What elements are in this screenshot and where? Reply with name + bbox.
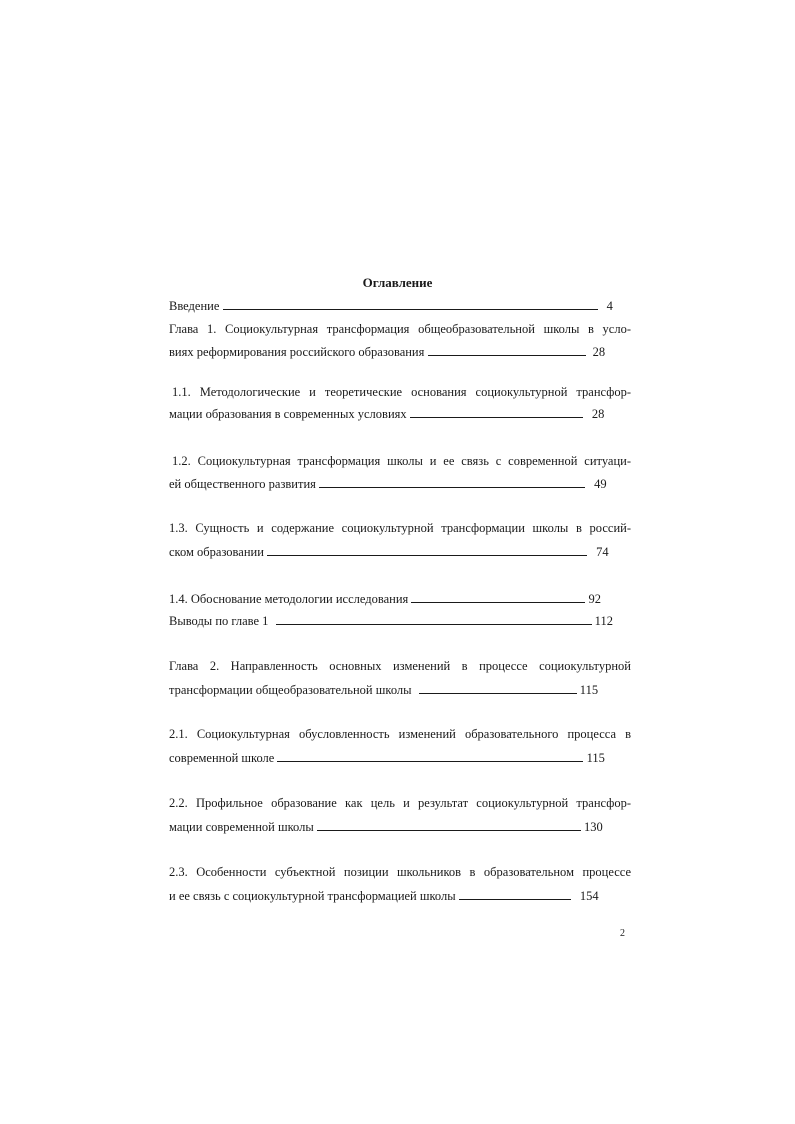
toc-entry-1-1-line1: 1.1. Методологические и теоретические основания социокультурной трансфор- bbox=[172, 385, 631, 399]
entry-page: 92 bbox=[588, 592, 602, 606]
entry-text: 1.4. Обоснование методологии исследования bbox=[169, 592, 409, 606]
toc-entry-ch1-line2 bbox=[169, 344, 631, 360]
toc-entry-2-2-line1: 2.2. Профильное образование как цель и результат социокультурной трансфор- bbox=[169, 796, 631, 810]
toc-entry-1-3-line1: 1.3. Сущность и содержание социокультурной трансформации школы в россий- bbox=[169, 521, 631, 535]
toc-entry-2-2-line2 bbox=[169, 819, 631, 835]
toc-entry-ch2-line2 bbox=[169, 682, 631, 698]
entry-page: 49 bbox=[594, 477, 607, 491]
entry-page: 112 bbox=[594, 614, 613, 628]
dot-leader bbox=[459, 888, 571, 900]
toc-entry-1-4 bbox=[169, 591, 631, 607]
entry-text: Введение bbox=[169, 299, 220, 313]
toc-entry-ch2-line1: Глава 2. Направленность основных изменений в процессе социокультурной bbox=[169, 659, 631, 673]
entry-text: ей общественного развития bbox=[169, 477, 316, 491]
entry-text: ском образовании bbox=[169, 545, 264, 559]
entry-page: 115 bbox=[586, 751, 605, 765]
dot-leader bbox=[223, 298, 598, 310]
toc-entry-2-3-line1: 2.3. Особенности субъектной позиции школьников в образовательном процессе bbox=[169, 865, 631, 879]
dot-leader bbox=[319, 476, 585, 488]
dot-leader bbox=[267, 544, 587, 556]
toc-entry-conclusions-1 bbox=[169, 613, 631, 629]
entry-page: 28 bbox=[592, 345, 606, 359]
toc-title: Оглавление bbox=[362, 275, 433, 290]
toc-entry-1-1-line2 bbox=[169, 406, 631, 422]
toc-entry-2-1-line1: 2.1. Социокультурная обусловленность изменений образовательного процесса в bbox=[169, 727, 631, 741]
toc-entry-2-1-line2 bbox=[169, 750, 631, 766]
dot-leader bbox=[276, 613, 592, 625]
dot-leader bbox=[277, 750, 583, 762]
entry-text: мации образования в современных условиях bbox=[169, 407, 407, 421]
page-number: 2 bbox=[620, 928, 625, 939]
dot-leader bbox=[411, 591, 585, 603]
entry-page: 154 bbox=[579, 889, 599, 903]
toc-entry-ch1-line1: Глава 1. Социокультурная трансформация общеобразовательной школы в усло- bbox=[169, 322, 631, 336]
entry-text: трансформации общеобразовательной школы bbox=[169, 683, 412, 697]
dot-leader bbox=[317, 819, 581, 831]
dot-leader bbox=[428, 344, 586, 356]
entry-page: 130 bbox=[584, 820, 603, 834]
entry-page: 115 bbox=[579, 683, 599, 697]
toc-entry-1-2-line1: 1.2. Социокультурная трансформация школы и ее связь с современной ситуаци- bbox=[172, 454, 631, 468]
entry-text: виях реформирования российского образования bbox=[169, 345, 425, 359]
toc-entry-2-3-line2 bbox=[169, 888, 631, 904]
toc-entry-intro bbox=[169, 298, 631, 314]
entry-page: 4 bbox=[606, 299, 613, 313]
toc-entry-1-3-line2 bbox=[169, 544, 631, 560]
entry-text: и ее связь с социокультурной трансформацией школы bbox=[169, 889, 456, 903]
dot-leader bbox=[410, 406, 583, 418]
toc-entry-1-2-line2 bbox=[169, 476, 631, 492]
entry-text: Выводы по главе 1 bbox=[169, 614, 269, 628]
entry-page: 74 bbox=[596, 545, 609, 559]
dot-leader bbox=[419, 682, 577, 694]
entry-text: современной школе bbox=[169, 751, 275, 765]
entry-page: 28 bbox=[591, 407, 605, 421]
entry-text: мации современной школы bbox=[169, 820, 314, 834]
